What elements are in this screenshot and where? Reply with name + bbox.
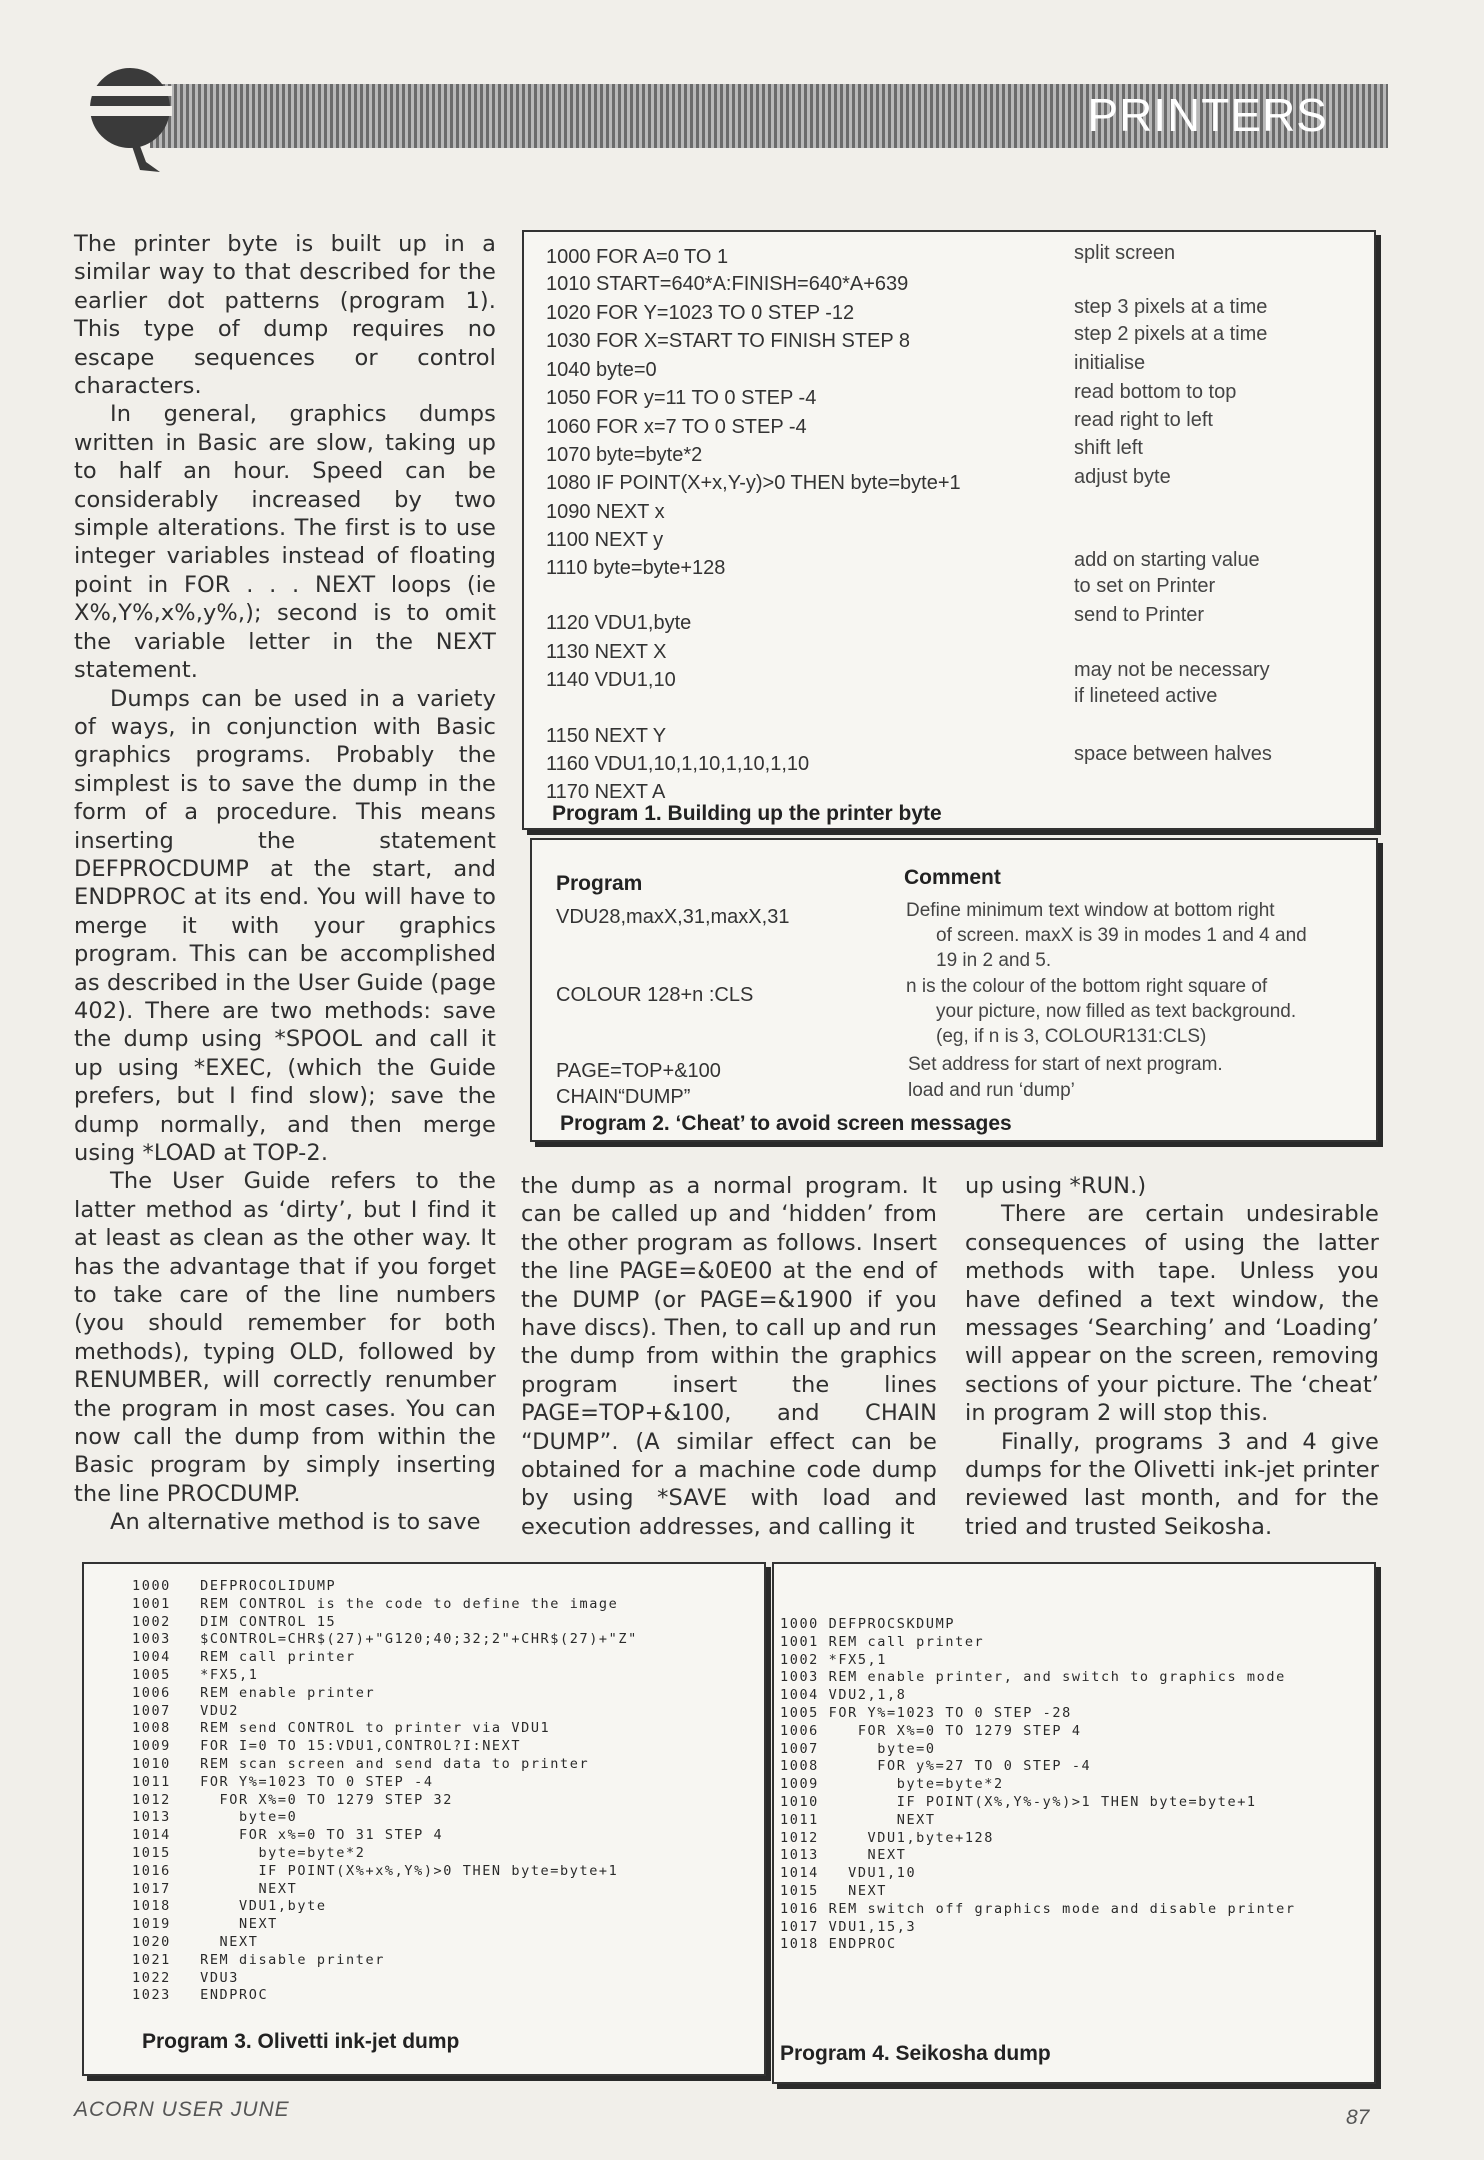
code-line: 1010 START=640*A:FINISH=640*A+639 — [546, 273, 909, 295]
program-3-listing — [82, 1562, 766, 2076]
code-line: 1030 FOR X=START TO FINISH STEP 8 — [546, 330, 911, 352]
code-comment: (eg, if n is 3, COLOUR131:CLS) — [936, 1026, 1207, 1047]
code-line: 1008 REM send CONTROL to printer via VDU1 — [132, 1720, 551, 1737]
code-line: 1080 IF POINT(X+x,Y-y)>0 THEN byte=byte+1 — [546, 472, 961, 494]
code-comment: of screen. maxX is 39 in modes 1 and 4 and — [936, 925, 1307, 946]
code-line: 1012 VDU1,byte+128 — [780, 1829, 995, 1846]
code-line: 1002 DIM CONTROL 15 — [132, 1613, 337, 1630]
code-line: 1004 REM call printer — [132, 1649, 356, 1666]
code-line: 1023 ENDPROC — [132, 1987, 269, 2004]
code-comment: load and run ‘dump’ — [908, 1080, 1075, 1101]
code-line: 1070 byte=byte*2 — [546, 444, 703, 466]
code-comment: your picture, now filled as text background. — [936, 1001, 1297, 1022]
column-header-program: Program — [556, 872, 643, 895]
paragraph: Finally, programs 3 and 4 give dumps for the Olivetti ink-jet printer reviewed last month, and for the tried and trusted Seikosha. — [965, 1428, 1379, 1540]
code-line: 1007 VDU2 — [132, 1702, 240, 1719]
article-column-3 — [965, 1172, 1379, 1541]
section-header-bar — [150, 84, 1388, 148]
article-column-2 — [521, 1172, 937, 1541]
code-comment: read right to left — [1074, 409, 1213, 431]
program-3-caption: Program 3. Olivetti ink-jet dump — [142, 2030, 460, 2053]
code-line: 1100 NEXT y — [546, 529, 664, 551]
code-line: 1010 REM scan screen and send data to printer — [132, 1756, 590, 1772]
article-column-1 — [74, 230, 496, 1537]
code-line: 1018 ENDPROC — [780, 1936, 897, 1953]
code-line: 1009 FOR I=0 TO 15:VDU1,CONTROL?I:NEXT — [132, 1738, 522, 1755]
program-4-caption: Program 4. Seikosha dump — [780, 2042, 1051, 2065]
code-line: CHAIN“DUMP” — [556, 1086, 691, 1108]
code-line: 1016 REM switch off graphics mode and disable printer — [780, 1900, 1296, 1917]
code-line: 1000 DEFPROCSKDUMP — [780, 1616, 956, 1632]
program-2-caption: Program 2. ‘Cheat’ to avoid screen messages — [560, 1112, 1012, 1135]
paragraph: An alternative method is to save — [110, 1509, 481, 1536]
paragraph: In general, graphics dumps written in Basic are slow, taking up to half an hour. Speed can be considerably increased by two simple alterations. The first is to use integer variables instead of floating point in FOR . . . NEXT loops (ie X%,Y%,x%,y%,); second is to omit the variable letter in the NEXT statement. — [74, 401, 496, 684]
code-line: 1020 NEXT — [132, 1934, 259, 1950]
program-4-listing — [772, 1562, 1376, 2084]
code-line: 1015 NEXT — [780, 1883, 888, 1899]
code-line: 1040 byte=0 — [546, 359, 657, 381]
code-line: 1150 NEXT Y — [546, 725, 667, 747]
program-1-caption: Program 1. Building up the printer byte — [552, 802, 942, 825]
code-line: 1160 VDU1,10,1,10,1,10,1,10 — [546, 753, 810, 775]
code-line: 1110 byte=byte+128 — [546, 557, 726, 579]
code-line: 1009 byte=byte*2 — [780, 1776, 1004, 1793]
code-line: 1005 *FX5,1 — [132, 1667, 259, 1683]
code-comment: if lineteed active — [1074, 685, 1218, 707]
code-line: 1060 FOR x=7 TO 0 STEP -4 — [546, 416, 807, 438]
code-line: 1004 VDU2,1,8 — [780, 1687, 907, 1704]
code-line: 1120 VDU1,byte — [546, 612, 692, 634]
code-line: 1016 IF POINT(X%+x%,Y%)>0 THEN byte=byte+1 — [132, 1862, 619, 1879]
code-line: 1021 REM disable printer — [132, 1951, 385, 1968]
code-line: 1017 NEXT — [132, 1880, 298, 1897]
code-line: 1012 FOR X%=0 TO 1279 STEP 32 — [132, 1791, 454, 1808]
code-line: 1018 VDU1,byte — [132, 1898, 327, 1915]
code-line: 1090 NEXT x — [546, 501, 665, 523]
code-line: 1020 FOR Y=1023 TO 0 STEP -12 — [546, 302, 855, 324]
page-number: 87 — [1346, 2106, 1370, 2129]
magazine-issue-footer: ACORN USER JUNE — [74, 2098, 290, 2121]
code-line: 1170 NEXT A — [546, 781, 666, 803]
code-line: 1017 VDU1,15,3 — [780, 1918, 917, 1935]
code-line: 1003 $CONTROL=CHR$(27)+"G120;40;32;2"+CHR$(27)+"Z" — [132, 1631, 638, 1648]
code-line: 1008 FOR y%=27 TO 0 STEP -4 — [780, 1758, 1092, 1775]
code-line: 1130 NEXT X — [546, 641, 667, 663]
code-comment: Set address for start of next program. — [908, 1054, 1223, 1075]
code-line: 1014 VDU1,10 — [780, 1865, 917, 1882]
code-line: PAGE=TOP+&100 — [556, 1060, 721, 1082]
code-comment: add on starting value — [1074, 549, 1260, 571]
code-line: 1000 FOR A=0 TO 1 — [546, 246, 729, 268]
code-comment: step 3 pixels at a time — [1074, 296, 1268, 318]
code-line: COLOUR 128+n :CLS — [556, 984, 754, 1006]
code-comment: send to Printer — [1074, 604, 1205, 626]
code-line: 1013 byte=0 — [132, 1809, 298, 1826]
code-line: 1001 REM call printer — [780, 1633, 985, 1650]
code-line: 1019 NEXT — [132, 1916, 278, 1933]
code-comment: to set on Printer — [1074, 575, 1216, 597]
paragraph: up using *RUN.) — [965, 1173, 1147, 1199]
code-comment: initialise — [1074, 352, 1146, 374]
code-comment: n is the colour of the bottom right square of — [906, 976, 1268, 997]
paragraph: Dumps can be used in a variety of ways, in conjunction with Basic graphics programs. Probably the simplest is to save the dump in the form of a procedure. This means inserting the statement DEFPROCDUMP at the start, and ENDPROC at its end. You will have to merge it with your graphics program. This can be accomplished as described in the User Guide (page 402). There are two methods: save the dump using *SPOOL and call it up using *EXEC, (which the Guide prefers, but I find slow); save the dump normally, and then merge using *LOAD at TOP-2. — [74, 685, 496, 1166]
code-comment: 19 in 2 and 5. — [936, 950, 1052, 971]
code-line: 1007 byte=0 — [780, 1740, 936, 1757]
code-comment: read bottom to top — [1074, 381, 1237, 403]
code-comment: shift left — [1074, 437, 1143, 459]
code-line: 1005 FOR Y%=1023 TO 0 STEP -28 — [780, 1705, 1072, 1721]
paragraph: the dump as a normal program. It can be called up and ‘hidden’ from the other program as follows. Insert the line PAGE=&0E00 at the end of the DUMP (or PAGE=&1900 if you have discs). Then, to call up and run the dump from within the graphics program insert the lines PAGE=TOP+&100, and CHAIN “DUMP”. (A similar effect can be obtained for a machine code dump by using *SAVE with load and execution addresses, and calling it — [521, 1173, 937, 1540]
program-1-listing — [522, 230, 1376, 830]
code-line: 1140 VDU1,10 — [546, 669, 676, 691]
code-line: 1013 NEXT — [780, 1847, 907, 1864]
code-line: VDU28,maxX,31,maxX,31 — [556, 906, 790, 928]
code-comment: space between halves — [1074, 743, 1272, 765]
program-2-listing — [530, 838, 1378, 1142]
code-line: 1050 FOR y=11 TO 0 STEP -4 — [546, 387, 817, 409]
code-line: 1006 FOR X%=0 TO 1279 STEP 4 — [780, 1722, 1082, 1739]
paragraph: There are certain undesirable consequences of using the latter methods with tape. Unless you have defined a text window, the messages ‘Searching’ and ‘Loading’ will appear on the screen, removing sections of your picture. The ‘cheat’ in program 2 will stop this. — [965, 1201, 1379, 1427]
code-comment: split screen — [1074, 242, 1176, 264]
code-line: 1010 IF POINT(X%,Y%-y%)>1 THEN byte=byte+1 — [780, 1794, 1257, 1810]
section-title: PRINTERS — [1087, 89, 1328, 141]
column-header-comment: Comment — [904, 866, 1001, 889]
code-line: 1000 DEFPROCOLIDUMP — [132, 1578, 337, 1594]
code-line: 1006 REM enable printer — [132, 1684, 376, 1701]
code-line: 1015 byte=byte*2 — [132, 1845, 366, 1861]
code-comment: adjust byte — [1074, 466, 1171, 488]
paragraph: The printer byte is built up in a similar way to that described for the earlier dot patterns (program 1). This type of dump requires no escape sequences or control characters. — [74, 231, 496, 400]
code-comment: step 2 pixels at a time — [1074, 323, 1268, 345]
code-line: 1001 REM CONTROL is the code to define the image — [132, 1595, 619, 1612]
code-line: 1002 *FX5,1 — [780, 1651, 888, 1668]
code-comment: may not be necessary — [1074, 659, 1270, 681]
code-line: 1014 FOR x%=0 TO 31 STEP 4 — [132, 1827, 444, 1844]
paragraph: The User Guide refers to the latter method as ‘dirty’, but I find it at least as clean as the other way. It has the advantage that if you forget to take care of the line numbers (you should remember for both methods), typing OLD, followed by RENUMBER, will correctly renumber the program in most cases. You can now call the dump from within the Basic program by simply inserting the line PROCDUMP. — [74, 1168, 496, 1507]
magazine-logo-icon — [82, 62, 178, 174]
code-line: 1011 NEXT — [780, 1811, 936, 1828]
code-comment: Define minimum text window at bottom right — [906, 900, 1275, 921]
code-line: 1003 REM enable printer, and switch to graphics mode — [780, 1669, 1286, 1686]
code-line: 1011 FOR Y%=1023 TO 0 STEP -4 — [132, 1773, 434, 1790]
code-line: 1022 VDU3 — [132, 1969, 240, 1986]
